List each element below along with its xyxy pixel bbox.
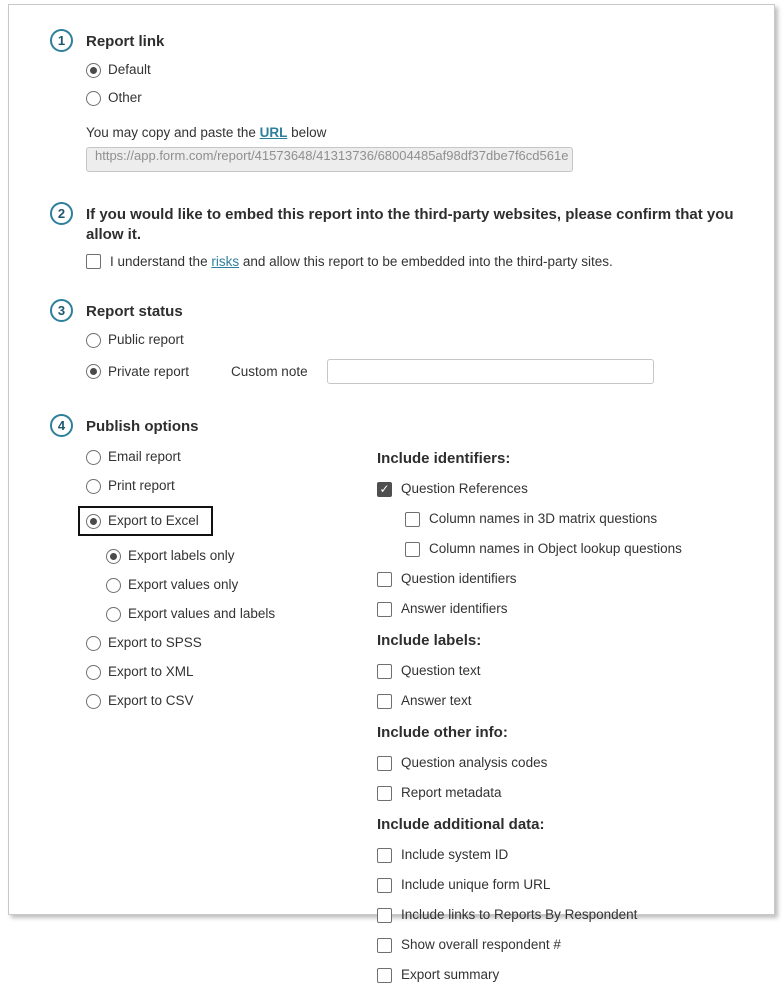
section-title-report-link: Report link (86, 33, 165, 50)
radio-label-export-to-csv: Export to CSV (108, 693, 194, 708)
checkbox-label-answer-text: Answer text (401, 693, 472, 708)
radio-export-to-spss[interactable] (86, 636, 101, 651)
radio-row-export-to-spss[interactable] (86, 634, 202, 652)
check-row-include-links-to-reports-by-respondent[interactable] (377, 906, 637, 924)
embed-risks-check-row[interactable] (86, 254, 613, 269)
section-publish-options (50, 414, 754, 996)
check-row-question-analysis-codes[interactable] (377, 754, 547, 772)
radio-label-default: Default (108, 62, 151, 77)
checkbox-label-question-identifiers: Question identifiers (401, 571, 517, 586)
checkbox-include-links-to-reports-by-respondent[interactable] (377, 908, 392, 923)
checkbox-export-summary[interactable] (377, 968, 392, 983)
public-report-row[interactable] (86, 331, 754, 349)
checkbox-show-overall-respondent[interactable] (377, 938, 392, 953)
group-heading-include-identifiers: Include identifiers: (377, 450, 511, 467)
checkbox-column-names-in-object-lookup-questions[interactable] (405, 542, 420, 557)
radio-row-print-report[interactable] (86, 477, 175, 495)
private-report-row[interactable] (86, 359, 754, 384)
checkbox-label-include-links-to-reports-by-respondent: Include links to Reports By Respondent (401, 907, 638, 922)
settings-panel (8, 4, 775, 982)
check-row-question-text[interactable] (377, 662, 481, 680)
radio-row-export-to-csv[interactable] (86, 692, 194, 710)
checkbox-label-include-system-id: Include system ID (401, 847, 509, 862)
section-report-status (50, 299, 754, 384)
radio-private-report[interactable] (86, 364, 101, 379)
check-row-column-names-in-object-lookup-questions[interactable] (405, 540, 682, 558)
checkbox-label-show-overall-respondent: Show overall respondent # (401, 937, 561, 952)
checkbox-label-question-references: Question References (401, 481, 528, 496)
check-row-report-metadata[interactable] (377, 784, 502, 802)
checkbox-label-column-names-in-3d-matrix-questions: Column names in 3D matrix questions (429, 511, 658, 526)
radio-row-export-labels-only[interactable] (106, 547, 235, 565)
check-row-export-summary[interactable] (377, 966, 499, 984)
radio-row-export-values-and-labels[interactable] (106, 605, 275, 623)
section-title-publish-options: Publish options (86, 418, 199, 435)
check-row-show-overall-respondent[interactable] (377, 936, 561, 954)
public-report-label: Public report (108, 332, 184, 347)
radio-label-export-to-spss: Export to SPSS (108, 635, 202, 650)
checkbox-include-unique-form-url[interactable] (377, 878, 392, 893)
radio-label-export-values-and-labels: Export values and labels (128, 606, 276, 621)
check-row-answer-identifiers[interactable] (377, 600, 508, 618)
checkbox-answer-identifiers[interactable] (377, 602, 392, 617)
section-report-link (50, 29, 754, 172)
report-link-radio-group (86, 61, 754, 107)
group-heading-include-additional-data: Include additional data: (377, 816, 545, 833)
check-row-question-references[interactable] (377, 480, 528, 498)
radio-export-values-and-labels[interactable] (106, 607, 121, 622)
radio-other[interactable] (86, 91, 101, 106)
checkbox-column-names-in-3d-matrix-questions[interactable] (405, 512, 420, 527)
radio-export-to-xml[interactable] (86, 665, 101, 680)
step-number-3: 3 (50, 299, 73, 322)
check-row-question-identifiers[interactable] (377, 570, 517, 588)
private-report-label: Private report (108, 363, 190, 379)
radio-label-export-values-only: Export values only (128, 577, 239, 592)
checkbox-question-identifiers[interactable] (377, 572, 392, 587)
radio-label-email-report: Email report (108, 449, 181, 464)
checkbox-label-include-unique-form-url: Include unique form URL (401, 877, 551, 892)
radio-label-other: Other (108, 90, 142, 105)
embed-risks-checkbox[interactable] (86, 254, 101, 269)
section-embed-confirm (50, 202, 754, 269)
embed-risks-label (110, 254, 613, 269)
publish-format-radio-group (86, 446, 377, 721)
radio-default[interactable] (86, 63, 101, 78)
checkbox-report-metadata[interactable] (377, 786, 392, 801)
checkbox-label-column-names-in-object-lookup-questions: Column names in Object lookup questions (429, 541, 682, 556)
check-row-column-names-in-3d-matrix-questions[interactable] (405, 510, 657, 528)
radio-label-export-labels-only: Export labels only (128, 548, 235, 563)
radio-row-export-to-xml[interactable] (86, 663, 194, 681)
radio-export-to-excel[interactable] (86, 514, 101, 529)
url-hint-after: below (287, 125, 327, 140)
check-row-include-system-id[interactable] (377, 846, 508, 864)
radio-row-export-values-only[interactable] (106, 576, 238, 594)
group-heading-include-labels: Include labels: (377, 632, 482, 649)
checkbox-question-analysis-codes[interactable] (377, 756, 392, 771)
step-number-2: 2 (50, 202, 73, 225)
step-number-1: 1 (50, 29, 73, 52)
group-heading-include-other-info: Include other info: (377, 724, 508, 741)
section-title-report-status: Report status (86, 303, 183, 320)
embed-label-before: I understand the (110, 254, 212, 269)
radio-label-print-report: Print report (108, 478, 175, 493)
checkbox-include-system-id[interactable] (377, 848, 392, 863)
checkbox-label-question-text: Question text (401, 663, 481, 678)
checkbox-question-text[interactable] (377, 664, 392, 679)
report-url-input[interactable]: https://app.form.com/report/41573648/41313736/68004485af98df37dbe7f6cd561e (86, 147, 573, 172)
checkbox-answer-text[interactable] (377, 694, 392, 709)
radio-print-report[interactable] (86, 479, 101, 494)
radio-row-default[interactable] (86, 61, 151, 79)
check-row-include-unique-form-url[interactable] (377, 876, 550, 894)
section-title-embed: If you would like to embed this report into the third-party websites, please confirm that you allow it. (86, 206, 734, 243)
url-link[interactable]: URL (259, 125, 288, 140)
custom-note-label: Custom note (231, 364, 308, 379)
checkbox-label-question-analysis-codes: Question analysis codes (401, 755, 548, 770)
embed-label-after: and allow this report to be embedded into the third-party sites. (239, 254, 613, 269)
radio-label-export-to-excel: Export to Excel (108, 513, 199, 528)
checkbox-label-answer-identifiers: Answer identifiers (401, 601, 508, 616)
radio-row-export-to-excel[interactable] (78, 506, 213, 536)
radio-row-other[interactable] (86, 89, 142, 107)
radio-export-values-only[interactable] (106, 578, 121, 593)
radio-label-export-to-xml: Export to XML (108, 664, 194, 679)
url-hint-before: You may copy and paste the (86, 125, 260, 140)
checkbox-label-report-metadata: Report metadata (401, 785, 502, 800)
checkbox-question-references[interactable]: ✓ (377, 482, 392, 497)
risks-link[interactable]: risks (211, 254, 240, 269)
checkbox-label-export-summary: Export summary (401, 967, 500, 982)
url-hint-text (86, 125, 754, 140)
radio-row-email-report[interactable] (86, 448, 181, 466)
export-options-groups (377, 446, 754, 996)
radio-export-labels-only[interactable] (106, 549, 121, 564)
check-row-answer-text[interactable] (377, 692, 472, 710)
radio-export-to-csv[interactable] (86, 694, 101, 709)
radio-public-report[interactable] (86, 333, 101, 348)
step-number-4: 4 (50, 414, 73, 437)
radio-email-report[interactable] (86, 450, 101, 465)
custom-note-input[interactable] (327, 359, 654, 384)
